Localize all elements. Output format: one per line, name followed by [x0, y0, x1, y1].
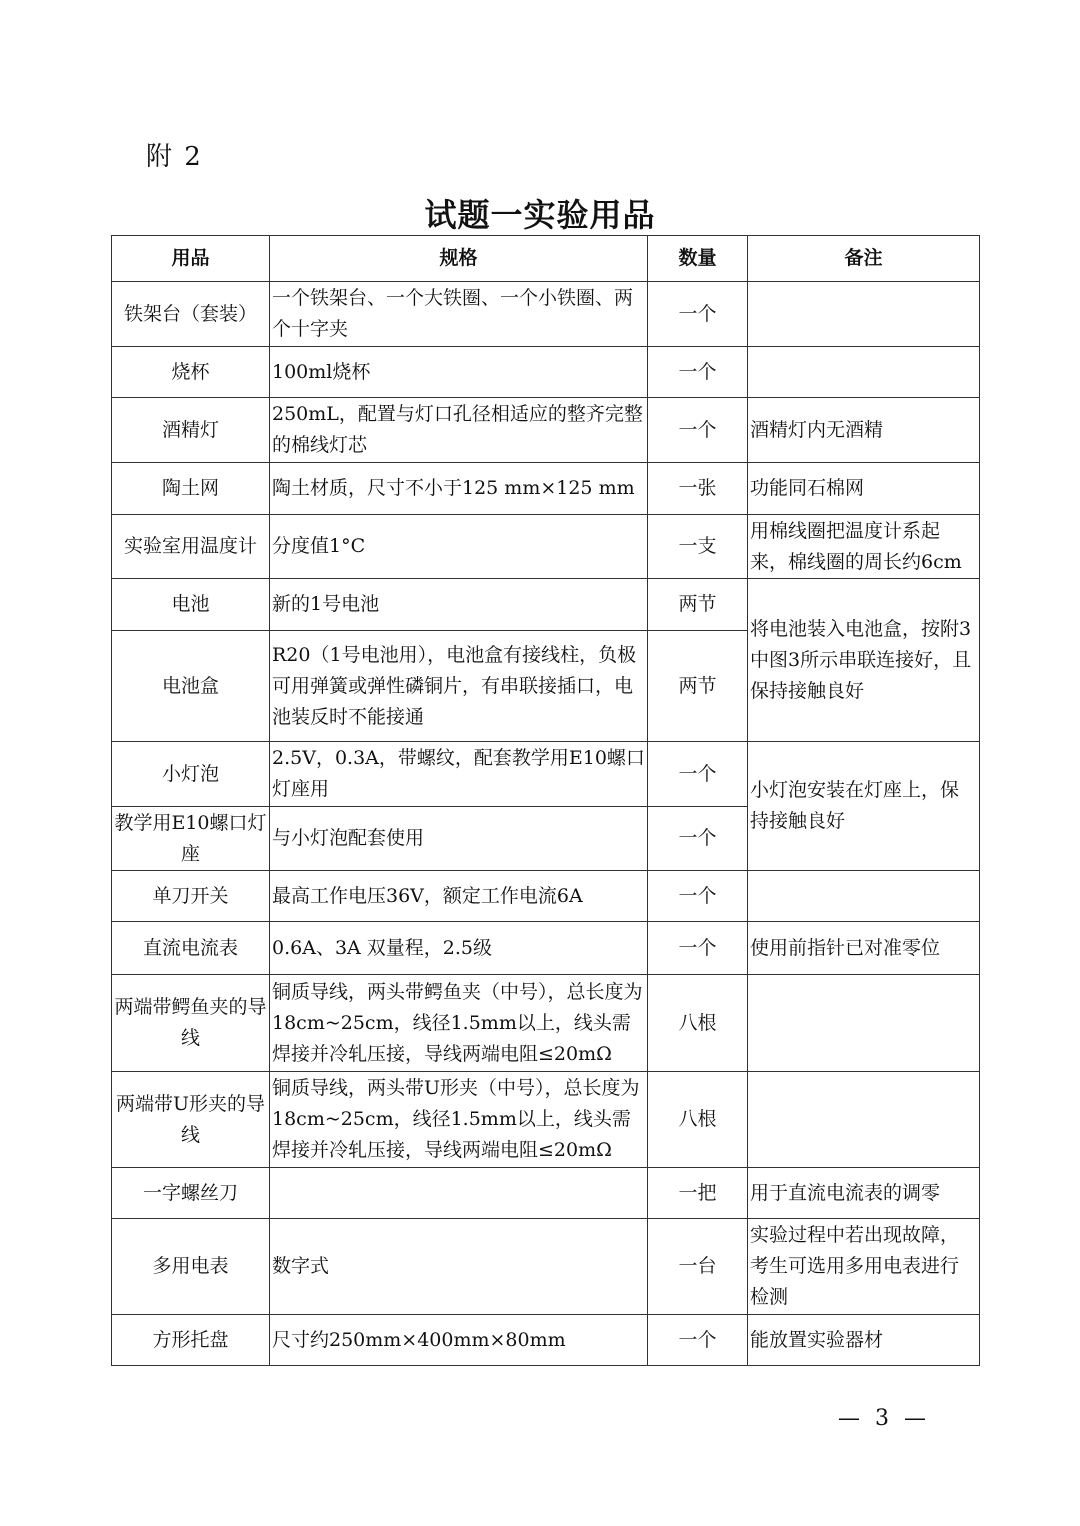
quantity-cell: 一台: [648, 1219, 748, 1315]
spec-cell: 2.5V，0.3A，带螺纹，配套教学用E10螺口灯座用: [270, 742, 648, 807]
quantity-cell: 两节: [648, 631, 748, 742]
quantity-cell: 一个: [648, 398, 748, 463]
quantity-cell: 一个: [648, 347, 748, 398]
quantity-cell: 一支: [648, 515, 748, 579]
page-number: — 3 —: [838, 1406, 930, 1431]
spec-cell: 铜质导线，两头带鳄鱼夹（中号），总长度为18cm~25cm，线径1.5mm以上，线头需焊接并冷轧压接，导线两端电阻≤20mΩ: [270, 975, 648, 1072]
quantity-cell: 一个: [648, 922, 748, 975]
spec-cell: 尺寸约250mm×400mm×80mm: [270, 1315, 648, 1366]
item-cell: 单刀开关: [112, 871, 270, 922]
table-row: [112, 922, 980, 975]
item-cell: 直流电流表: [112, 922, 270, 975]
quantity-cell: 一个: [648, 742, 748, 807]
header-note: 备注: [748, 236, 980, 282]
header-item: 用品: [112, 236, 270, 282]
quantity-cell: 一个: [648, 282, 748, 347]
table-row: [112, 515, 980, 579]
quantity-cell: 一个: [648, 871, 748, 922]
item-cell: 电池: [112, 579, 270, 631]
spec-cell: [270, 1168, 648, 1219]
item-cell: 方形托盘: [112, 1315, 270, 1366]
item-cell: 两端带U形夹的导线: [112, 1072, 270, 1168]
quantity-cell: 两节: [648, 579, 748, 631]
table-row: [112, 1072, 980, 1168]
note-cell: 能放置实验器材: [748, 1315, 980, 1366]
note-cell: [748, 1072, 980, 1168]
item-cell: 教学用E10螺口灯座: [112, 807, 270, 871]
supplies-table: [111, 235, 980, 1366]
note-cell: 使用前指针已对准零位: [748, 922, 980, 975]
spec-cell: 新的1号电池: [270, 579, 648, 631]
attachment-label: 附 2: [146, 142, 203, 172]
spec-cell: 铜质导线，两头带U形夹（中号），总长度为18cm~25cm，线径1.5mm以上，线头需焊接并冷轧压接，导线两端电阻≤20mΩ: [270, 1072, 648, 1168]
note-cell: [748, 347, 980, 398]
item-cell: 多用电表: [112, 1219, 270, 1315]
spec-cell: R20（1号电池用），电池盒有接线柱，负极可用弹簧或弹性磷铜片，有串联接插口，电池装反时不能接通: [270, 631, 648, 742]
spec-cell: 250mL，配置与灯口孔径相适应的整齐完整的棉线灯芯: [270, 398, 648, 463]
note-cell: [748, 975, 980, 1072]
note-cell: 将电池装入电池盒，按附3中图3所示串联连接好，且保持接触良好: [748, 579, 980, 742]
spec-cell: 一个铁架台、一个大铁圈、一个小铁圈、两个十字夹: [270, 282, 648, 347]
spec-cell: 分度值1°C: [270, 515, 648, 579]
quantity-cell: 八根: [648, 1072, 748, 1168]
spec-cell: 陶土材质，尺寸不小于125 mm×125 mm: [270, 463, 648, 515]
item-cell: 实验室用温度计: [112, 515, 270, 579]
quantity-cell: 一个: [648, 807, 748, 871]
table-row: [112, 463, 980, 515]
note-cell: [748, 871, 980, 922]
item-cell: 烧杯: [112, 347, 270, 398]
note-cell: 小灯泡安装在灯座上，保持接触良好: [748, 742, 980, 871]
item-cell: 酒精灯: [112, 398, 270, 463]
item-cell: 陶土网: [112, 463, 270, 515]
quantity-cell: 八根: [648, 975, 748, 1072]
note-cell: 实验过程中若出现故障，考生可选用多用电表进行检测: [748, 1219, 980, 1315]
spec-cell: 数字式: [270, 1219, 648, 1315]
note-cell: 用棉线圈把温度计系起来，棉线圈的周长约6cm: [748, 515, 980, 579]
spec-cell: 0.6A、3A 双量程，2.5级: [270, 922, 648, 975]
item-cell: 铁架台（套装）: [112, 282, 270, 347]
header-quantity: 数量: [648, 236, 748, 282]
table-row: [112, 398, 980, 463]
item-cell: 一字螺丝刀: [112, 1168, 270, 1219]
table-row: [112, 1219, 980, 1315]
quantity-cell: 一把: [648, 1168, 748, 1219]
table-row: [112, 282, 980, 347]
table-row: [112, 742, 980, 807]
item-cell: 电池盒: [112, 631, 270, 742]
spec-cell: 100ml烧杯: [270, 347, 648, 398]
note-cell: 用于直流电流表的调零: [748, 1168, 980, 1219]
table-row: [112, 1315, 980, 1366]
quantity-cell: 一个: [648, 1315, 748, 1366]
table-row: [112, 871, 980, 922]
item-cell: 两端带鳄鱼夹的导线: [112, 975, 270, 1072]
item-cell: 小灯泡: [112, 742, 270, 807]
spec-cell: 最高工作电压36V，额定工作电流6A: [270, 871, 648, 922]
header-spec: 规格: [270, 236, 648, 282]
table-header-row: [112, 236, 980, 282]
note-cell: [748, 282, 980, 347]
quantity-cell: 一张: [648, 463, 748, 515]
note-cell: 酒精灯内无酒精: [748, 398, 980, 463]
table-row: [112, 975, 980, 1072]
spec-cell: 与小灯泡配套使用: [270, 807, 648, 871]
table-row: [112, 579, 980, 631]
note-cell: 功能同石棉网: [748, 463, 980, 515]
table-row: [112, 347, 980, 398]
document-title: 试题一实验用品: [424, 196, 656, 234]
table-row: [112, 1168, 980, 1219]
